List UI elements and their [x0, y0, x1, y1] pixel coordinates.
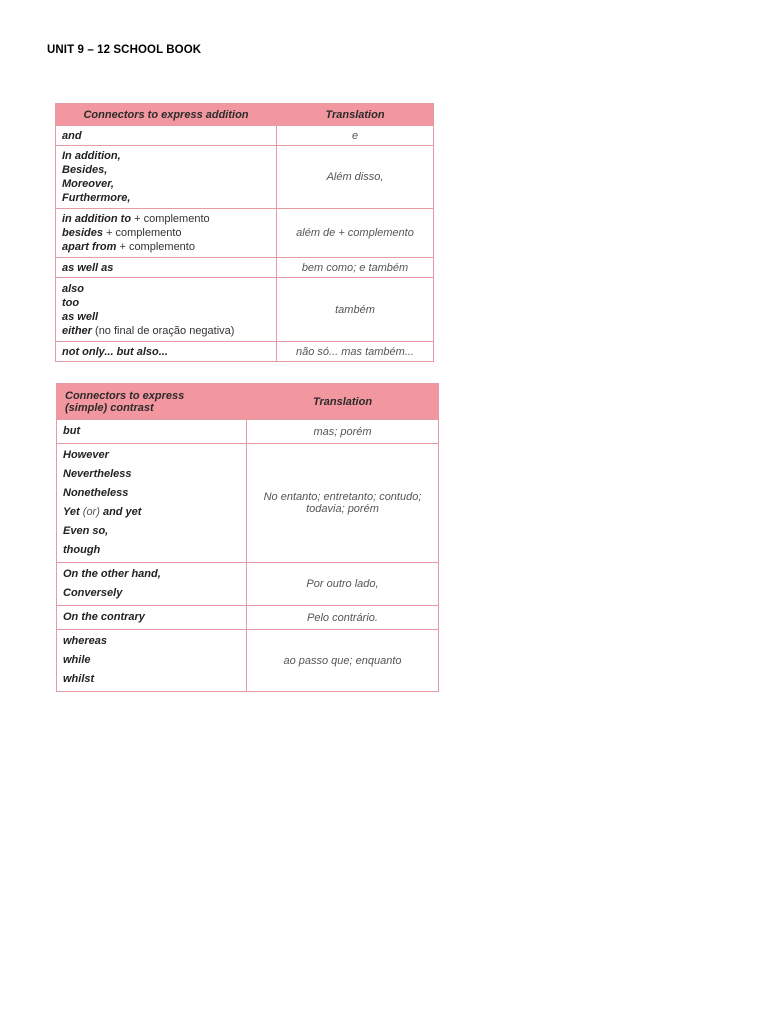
addition-translation-cell: e — [277, 126, 434, 146]
contrast-connector-cell: On the other hand, Conversely — [57, 563, 247, 606]
contrast-translation-cell: mas; porém — [247, 420, 439, 444]
contrast-connector-cell: whereas while whilst — [57, 630, 247, 692]
contrast-header-translation: Translation — [247, 384, 439, 420]
contrast-translation-cell: No entanto; entretanto; contudo; todavia; porém — [247, 444, 439, 563]
addition-connector-cell: In addition, Besides, Moreover, Furthermore, — [56, 146, 277, 209]
contrast-connector-cell: However Nevertheless Nonetheless Yet (or) and yet Even so, though — [57, 444, 247, 563]
addition-connector-cell: also too as well either (no final de oração negativa) — [56, 278, 277, 342]
contrast-translation-cell: Por outro lado, — [247, 563, 439, 606]
addition-translation-cell: não só... mas também... — [277, 342, 434, 362]
addition-translation-cell: também — [277, 278, 434, 342]
addition-connector-cell: in addition to + complemento besides + complemento apart from + complemento — [56, 209, 277, 258]
addition-translation-cell: Além disso, — [277, 146, 434, 209]
contrast-connector-cell: On the contrary — [57, 606, 247, 630]
addition-connector-cell: and — [56, 126, 277, 146]
addition-header-connectors: Connectors to express addition — [56, 104, 277, 126]
contrast-header-connectors: Connectors to express (simple) contrast — [57, 384, 247, 420]
addition-connector-cell: not only... but also... — [56, 342, 277, 362]
contrast-translation-cell: Pelo contrário. — [247, 606, 439, 630]
contrast-connectors-table — [56, 383, 439, 692]
addition-translation-cell: bem como; e também — [277, 258, 434, 278]
contrast-translation-cell: ao passo que; enquanto — [247, 630, 439, 692]
addition-translation-cell: além de + complemento — [277, 209, 434, 258]
addition-connector-cell: as well as — [56, 258, 277, 278]
page-title: UNIT 9 – 12 SCHOOL BOOK — [47, 44, 202, 56]
addition-connectors-table — [55, 103, 434, 362]
contrast-connector-cell: but — [57, 420, 247, 444]
addition-header-translation: Translation — [277, 104, 434, 126]
